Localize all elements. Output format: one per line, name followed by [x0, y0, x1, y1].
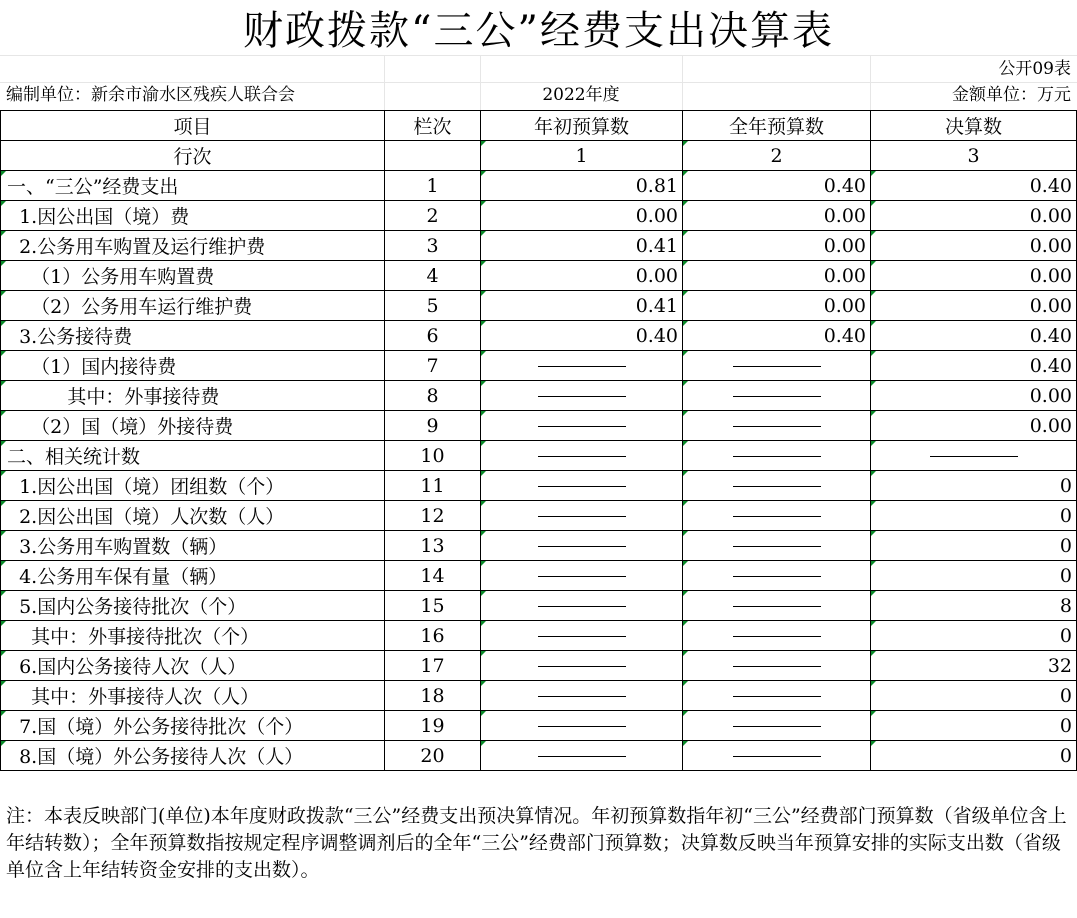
- dash-placeholder: [733, 636, 821, 637]
- row-name: 2.公务用车购置及运行维护费: [1, 231, 385, 261]
- dash-placeholder: [733, 456, 821, 457]
- row-initial-budget: [481, 651, 683, 681]
- row-initial-budget: 0.41: [481, 231, 683, 261]
- row-annual-budget: [683, 411, 871, 441]
- dash-placeholder: [733, 396, 821, 397]
- dash-placeholder: [733, 426, 821, 427]
- table-row: [1, 591, 1077, 621]
- dash-placeholder: [538, 546, 626, 547]
- row-annual-budget: 0.40: [683, 171, 871, 201]
- row-number: 8: [385, 381, 481, 411]
- row-initial-budget: 0.00: [481, 261, 683, 291]
- index-c1: 1: [481, 141, 683, 171]
- row-final: 0: [871, 711, 1077, 741]
- dash-placeholder: [733, 696, 821, 697]
- row-number: 19: [385, 711, 481, 741]
- table-row: [1, 711, 1077, 741]
- row-final: 0.40: [871, 321, 1077, 351]
- row-number: 12: [385, 501, 481, 531]
- row-annual-budget: 0.00: [683, 201, 871, 231]
- row-name: 其中：外事接待费: [1, 381, 385, 411]
- row-initial-budget: [481, 531, 683, 561]
- fiscal-year: 2022年度: [542, 85, 620, 105]
- dash-placeholder: [538, 696, 626, 697]
- row-name: 其中：外事接待批次（个）: [1, 621, 385, 651]
- header-row: [1, 111, 1077, 141]
- row-number: 9: [385, 411, 481, 441]
- row-final: 0: [871, 561, 1077, 591]
- row-annual-budget: [683, 621, 871, 651]
- row-initial-budget: [481, 711, 683, 741]
- row-final: 0: [871, 531, 1077, 561]
- footnote: 注：本表反映部门(单位)本年度财政拨款“三公”经费支出预决算情况。年初预算数指年初“三公”经费部门预算数（省级单位含上年结转数）；全年预算数指按规定程序调整调剂后的全年“三公”经费部门预算数；决算数反映当年预算安排的实际支出数（省级单位含上年结转资金安排的支出数）。: [6, 805, 1067, 881]
- row-final: 0.00: [871, 291, 1077, 321]
- index-label: 行次: [1, 141, 385, 171]
- row-annual-budget: [683, 441, 871, 471]
- row-final: 0.40: [871, 351, 1077, 381]
- row-number: 5: [385, 291, 481, 321]
- row-name: 3.公务用车购置数（辆）: [1, 531, 385, 561]
- table-row: [1, 741, 1077, 771]
- row-final: 0: [871, 681, 1077, 711]
- row-annual-budget: [683, 471, 871, 501]
- row-name: （2）国（境）外接待费: [1, 411, 385, 441]
- row-initial-budget: [481, 621, 683, 651]
- row-annual-budget: [683, 591, 871, 621]
- row-name: 1.因公出国（境）费: [1, 201, 385, 231]
- row-name: 其中：外事接待人次（人）: [1, 681, 385, 711]
- row-annual-budget: [683, 561, 871, 591]
- expense-table: [0, 110, 1077, 771]
- row-number: 3: [385, 231, 481, 261]
- row-annual-budget: 0.00: [683, 231, 871, 261]
- row-final: 8: [871, 591, 1077, 621]
- table-row: [1, 471, 1077, 501]
- header-item: 项目: [1, 111, 385, 141]
- table-row: [1, 621, 1077, 651]
- index-c2: 2: [683, 141, 871, 171]
- row-name: 3.公务接待费: [1, 321, 385, 351]
- table-row: [1, 441, 1077, 471]
- header-col: 栏次: [385, 111, 481, 141]
- row-name: 5.国内公务接待批次（个）: [1, 591, 385, 621]
- row-number: 2: [385, 201, 481, 231]
- table-row: [1, 201, 1077, 231]
- dash-placeholder: [733, 576, 821, 577]
- dash-placeholder: [733, 546, 821, 547]
- row-initial-budget: [481, 351, 683, 381]
- index-row: [1, 141, 1077, 171]
- table-row: [1, 171, 1077, 201]
- dash-placeholder: [538, 576, 626, 577]
- row-annual-budget: [683, 501, 871, 531]
- row-final: 0: [871, 471, 1077, 501]
- row-initial-budget: [481, 381, 683, 411]
- row-number: 4: [385, 261, 481, 291]
- row-number: 16: [385, 621, 481, 651]
- row-name: （1）公务用车购置费: [1, 261, 385, 291]
- row-annual-budget: [683, 741, 871, 771]
- row-final: 0.00: [871, 201, 1077, 231]
- dash-placeholder: [733, 486, 821, 487]
- row-name: 7.国（境）外公务接待批次（个）: [1, 711, 385, 741]
- row-annual-budget: [683, 711, 871, 741]
- row-final: [871, 441, 1077, 471]
- row-final: 32: [871, 651, 1077, 681]
- row-final: 0: [871, 501, 1077, 531]
- dash-placeholder: [733, 366, 821, 367]
- table-row: [1, 351, 1077, 381]
- row-initial-budget: 0.00: [481, 201, 683, 231]
- unit-label: 金额单位：万元: [952, 85, 1071, 105]
- row-initial-budget: [481, 681, 683, 711]
- row-initial-budget: [481, 441, 683, 471]
- table-row: [1, 561, 1077, 591]
- row-number: 7: [385, 351, 481, 381]
- row-annual-budget: 0.00: [683, 291, 871, 321]
- report-title: 财政拨款“三公”经费支出决算表: [243, 8, 834, 54]
- dash-placeholder: [538, 456, 626, 457]
- table-row: [1, 411, 1077, 441]
- row-final: 0.00: [871, 231, 1077, 261]
- index-c3: 3: [871, 141, 1077, 171]
- row-name: （2）公务用车运行维护费: [1, 291, 385, 321]
- row-final: 0.00: [871, 381, 1077, 411]
- row-number: 6: [385, 321, 481, 351]
- dash-placeholder: [538, 366, 626, 367]
- row-name: 8.国（境）外公务接待人次（人）: [1, 741, 385, 771]
- dash-placeholder: [538, 726, 626, 727]
- dash-placeholder: [733, 516, 821, 517]
- table-row: [1, 231, 1077, 261]
- row-initial-budget: [481, 471, 683, 501]
- row-name: 2.因公出国（境）人次数（人）: [1, 501, 385, 531]
- dash-placeholder: [538, 636, 626, 637]
- dash-placeholder: [538, 516, 626, 517]
- dash-placeholder: [538, 666, 626, 667]
- row-annual-budget: [683, 531, 871, 561]
- row-final: 0: [871, 741, 1077, 771]
- dash-placeholder: [538, 756, 626, 757]
- dash-placeholder: [538, 606, 626, 607]
- dash-placeholder: [930, 456, 1018, 457]
- row-name: 一、“三公”经费支出: [1, 171, 385, 201]
- header-annual-budget: 全年预算数: [683, 111, 871, 141]
- table-row: [1, 291, 1077, 321]
- table-row: [1, 501, 1077, 531]
- row-final: 0.00: [871, 411, 1077, 441]
- form-number: 公开09表: [998, 59, 1071, 79]
- row-number: 20: [385, 741, 481, 771]
- row-number: 18: [385, 681, 481, 711]
- dash-placeholder: [538, 426, 626, 427]
- row-annual-budget: [683, 381, 871, 411]
- dash-placeholder: [733, 726, 821, 727]
- row-name: 1.因公出国（境）团组数（个）: [1, 471, 385, 501]
- table-row: [1, 651, 1077, 681]
- dash-placeholder: [538, 396, 626, 397]
- dash-placeholder: [733, 756, 821, 757]
- row-initial-budget: [481, 411, 683, 441]
- row-name: 6.国内公务接待人次（人）: [1, 651, 385, 681]
- row-initial-budget: 0.40: [481, 321, 683, 351]
- row-annual-budget: [683, 651, 871, 681]
- row-final: 0.40: [871, 171, 1077, 201]
- row-initial-budget: 0.41: [481, 291, 683, 321]
- row-number: 14: [385, 561, 481, 591]
- row-annual-budget: 0.00: [683, 261, 871, 291]
- row-initial-budget: [481, 561, 683, 591]
- row-number: 13: [385, 531, 481, 561]
- row-name: （1）国内接待费: [1, 351, 385, 381]
- dash-placeholder: [733, 666, 821, 667]
- row-number: 17: [385, 651, 481, 681]
- row-annual-budget: 0.40: [683, 321, 871, 351]
- table-row: [1, 531, 1077, 561]
- org-label: 编制单位：新余市渝水区残疾人联合会: [6, 85, 295, 105]
- dash-placeholder: [733, 606, 821, 607]
- table-row: [1, 321, 1077, 351]
- row-name: 二、相关统计数: [1, 441, 385, 471]
- dash-placeholder: [538, 486, 626, 487]
- row-final: 0: [871, 621, 1077, 651]
- row-number: 1: [385, 171, 481, 201]
- row-initial-budget: [481, 591, 683, 621]
- table-row: [1, 261, 1077, 291]
- header-final: 决算数: [871, 111, 1077, 141]
- row-number: 11: [385, 471, 481, 501]
- row-number: 10: [385, 441, 481, 471]
- row-final: 0.00: [871, 261, 1077, 291]
- row-initial-budget: 0.81: [481, 171, 683, 201]
- index-col: [385, 141, 481, 171]
- row-annual-budget: [683, 351, 871, 381]
- table-row: [1, 381, 1077, 411]
- table-row: [1, 681, 1077, 711]
- row-number: 15: [385, 591, 481, 621]
- row-initial-budget: [481, 501, 683, 531]
- row-initial-budget: [481, 741, 683, 771]
- row-annual-budget: [683, 681, 871, 711]
- header-initial-budget: 年初预算数: [481, 111, 683, 141]
- row-name: 4.公务用车保有量（辆）: [1, 561, 385, 591]
